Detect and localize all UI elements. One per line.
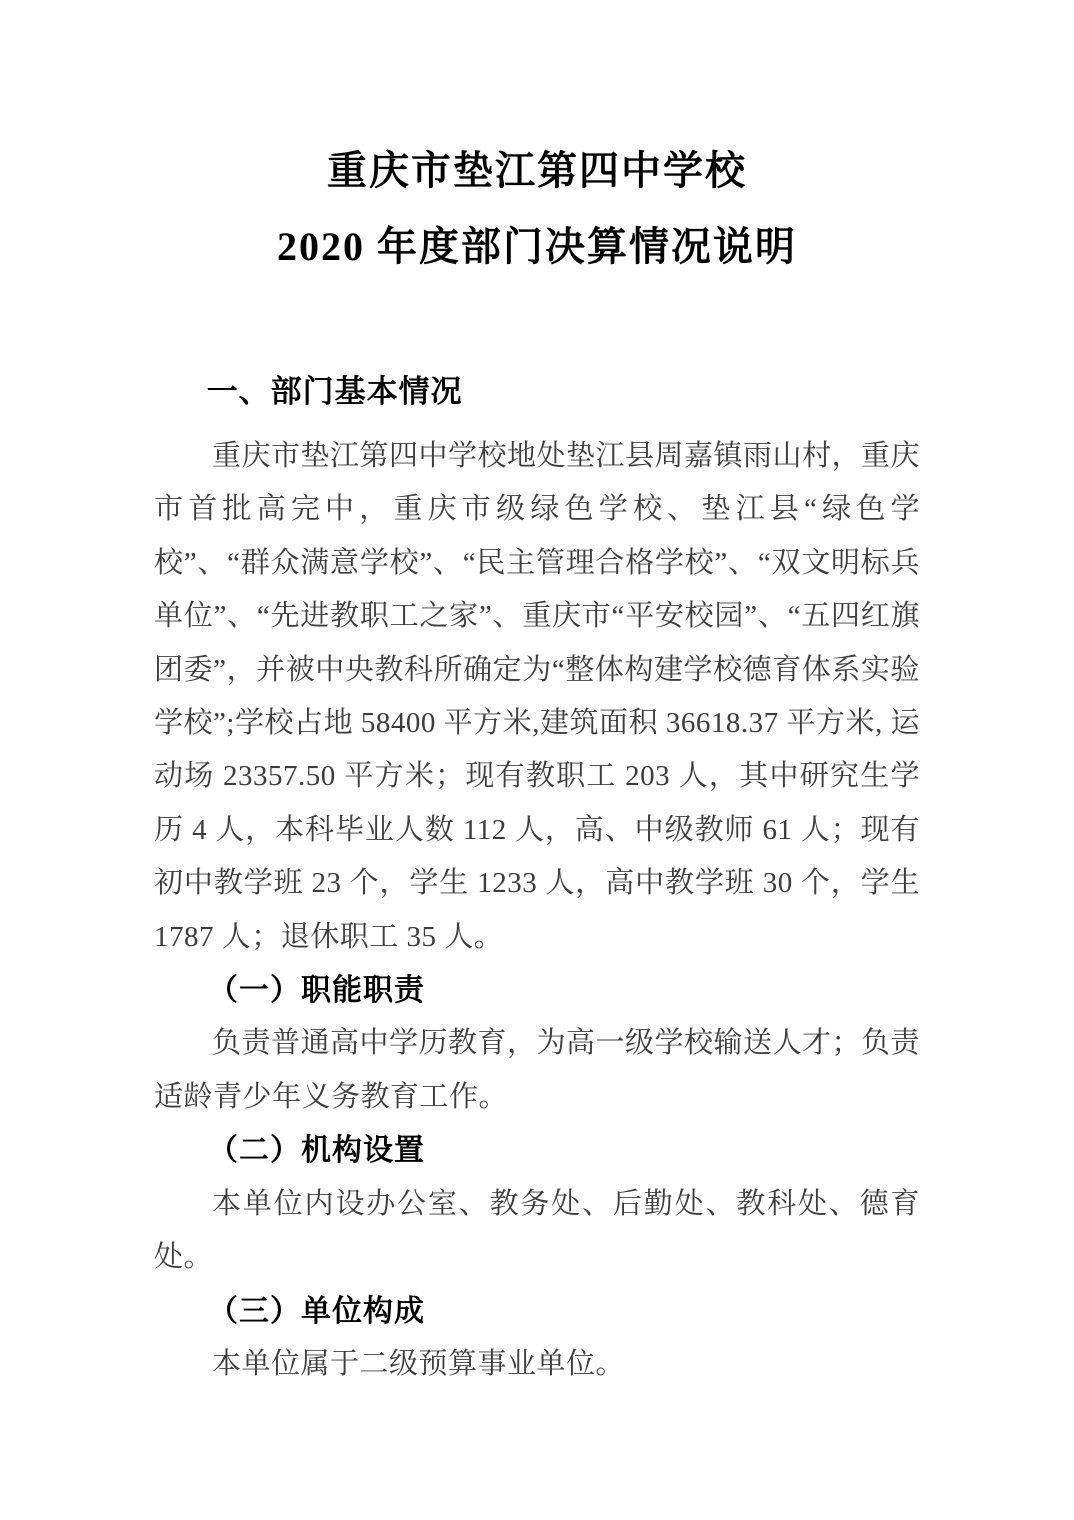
document-title-line1: 重庆市垫江第四中学校 [327, 148, 747, 193]
section-heading-basic-info: 一、部门基本情况 [206, 374, 463, 409]
subsection-heading-org-structure: （二）机构设置 [208, 1134, 425, 1168]
paragraph-org-structure: 本单位内设办公室、教务处、后勤处、教科处、德育处。 [154, 1187, 920, 1274]
paragraph-school-overview: 重庆市垫江第四中学校地处垫江县周嘉镇雨山村，重庆市首批高完中，重庆市级绿色学校、垫江县“绿色学校”、“群众满意学校”、“民主管理合格学校”、“双文明标兵单位”、“先进教职工之家”、重庆市“平安校园”、“五四红旗团委”，并被中央教科所确定为“整体构建学校德育体系实验学校”;学校占地 58400 平方米,建筑面积 36618.37 平方米, 运动场 23357.50 平方米；现有教职工 203 人，其中研究生学历 4 人，本科毕业人数 112 人，高、中级教师 61 人；现有初中教学班 23 个，学生 1233 人，高中教学班 30 个，学生 1787 人；退休职工 35 人。 [154, 440, 921, 953]
paragraph-unit-composition: 本单位属于二级预算事业单位。 [212, 1347, 626, 1380]
document-body [154, 365, 920, 1391]
subsection-heading-unit-composition: （三）单位构成 [208, 1294, 425, 1328]
paragraph-duties: 负责普通高中学历教育，为高一级学校输送人才；负责适龄青少年义务教育工作。 [154, 1027, 921, 1113]
subsection-heading-duties: （一）职能职责 [208, 974, 425, 1008]
document-title-line2: 2020 年度部门决算情况说明 [277, 224, 797, 269]
